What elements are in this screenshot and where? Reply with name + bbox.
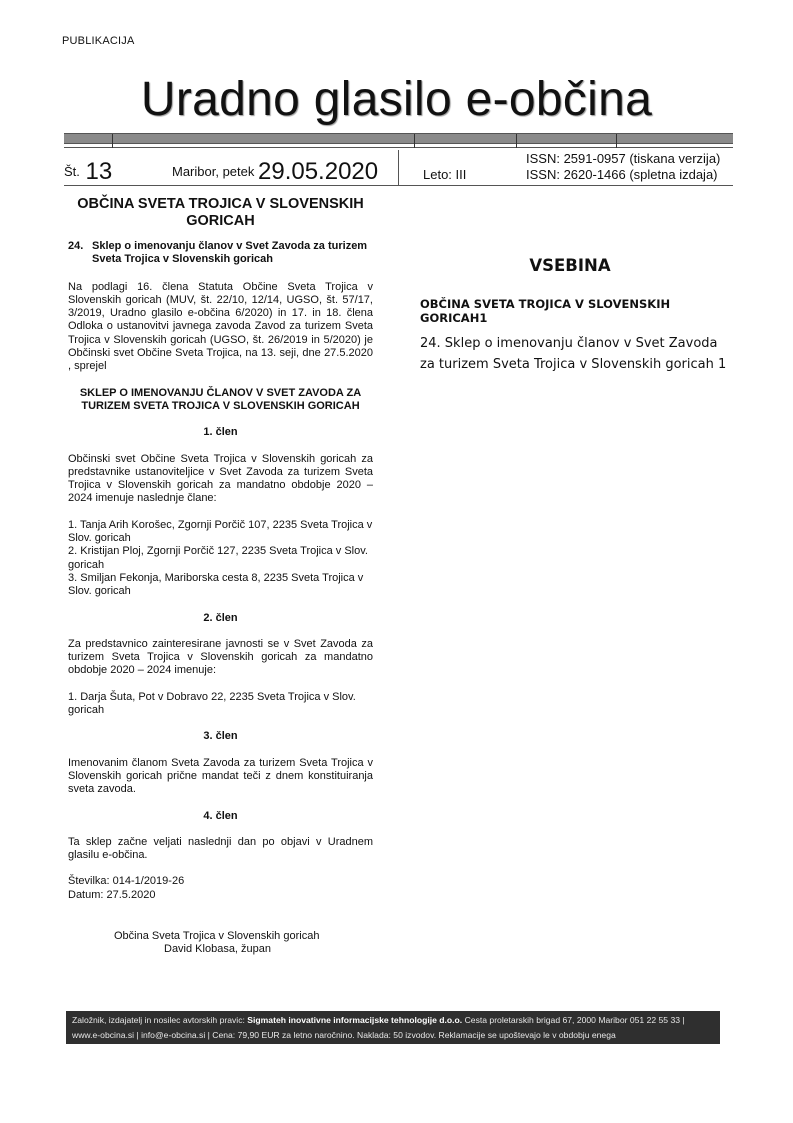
issue-date — [172, 158, 378, 186]
article-3-text: Imenovanim članom Sveta Zavoda za turizem Sveta Trojica v Slovenskih goricah prične mandat teči z dnem konstituiranja sveta zavoda. — [68, 756, 373, 796]
preamble: Na podlagi 16. člena Statuta Občine Sveta Trojica v Slovenskih goricah (MUV, št. 22/10, 12/14, UGSO, št. 57/17, 3/2019, Uradno glasilo e-občina 6/2020) in 17. in 18. člena Odloka o ustanovitvi javnega zavoda Zavod za turizem Sveta Trojica v Slovenskih goricah (UGSO, št. 26/2019 in 5/2020) je Občinski svet Občine Sveta Trojica, na 13. seji, dne 27.5.2020 , sprejel — [68, 280, 373, 373]
item-heading — [68, 240, 373, 267]
toc-municipality[interactable]: OBČINA SVETA TROJICA V SLOVENSKIH GORICAH1 — [420, 297, 671, 325]
member-1: 1. Tanja Arih Korošec, Zgornji Porčič 107, 2235 Sveta Trojica v Slov. goricah — [68, 518, 373, 545]
header-rule — [64, 185, 733, 186]
footer-prefix: Založnik, izdajatelj in nosilec avtorskih pravic: — [72, 1015, 245, 1025]
issue-number-value: 13 — [85, 158, 113, 185]
article-3-heading: 3. člen — [203, 730, 238, 743]
footer-details: Cesta proletarskih brigad 67, 2000 Maribor 051 22 55 33 | www.e-obcina.si | info@e-obcina.si | Cena: 79,90 EUR za letno naročnino. Naklada: 50 izvodov. Reklamacije se upoštevajo le v obdobju enega — [72, 1015, 685, 1040]
signature-name: David Klobasa, župan — [164, 943, 272, 956]
issue-prefix: Št. — [64, 164, 80, 179]
document-date: Datum: 27.5.2020 — [68, 888, 156, 901]
article-1-text: Občinski svet Občine Sveta Trojica v Slovenskih goricah za predstavnike ustanoviteljice v Svet Zavoda za turizem Sveta Trojica v Slovenskih goricah za mandatno obdobje 2020 – 2024 imenuje naslednje člane: — [68, 452, 373, 505]
left-column — [68, 196, 373, 957]
article-4-heading: 4. člen — [203, 809, 238, 822]
publication-label: PUBLIKACIJA — [62, 35, 135, 47]
volume-year: Leto: III — [423, 167, 467, 182]
article-2-text: Za predstavnico zainteresirane javnosti se v Svet Zavoda za turizem Sveta Trojica v Slovenskih goricah za mandatno obdobje 2020 – 2024 imenuje: — [68, 637, 373, 677]
issn-online: ISSN: 2620-1466 (spletna izdaja) — [526, 167, 718, 182]
date-value: 29.05.2020 — [258, 158, 379, 185]
signature-org: Občina Sveta Trojica v Slovenskih goricah — [114, 929, 320, 942]
publisher-footer — [66, 1011, 720, 1044]
masthead-title: Uradno glasilo e-občina — [140, 73, 653, 126]
item-title: Sklep o imenovanju članov v Svet Zavoda za turizem Sveta Trojica v Slovenskih goricah — [92, 240, 368, 266]
member-2: 2. Kristijan Ploj, Zgornji Porčič 127, 2235 Sveta Trojica v Slov. goricah — [68, 545, 368, 571]
resolution-title: SKLEP O IMENOVANJU ČLANOV V SVET ZAVODA ZA TURIZEM SVETA TROJICA V SLOVENSKIH GORICAH — [79, 386, 362, 412]
table-of-contents — [420, 256, 740, 375]
toc-item[interactable]: 24. Sklep o imenovanju članov v Svet Zavoda za turizem Sveta Trojica v Slovenskih goricah 1 — [420, 336, 727, 372]
document-number: Številka: 014-1/2019-26 — [68, 875, 185, 888]
footer-publisher: Sigmateh inovativne informacijske tehnologije d.o.o. — [247, 1015, 463, 1025]
issn-print: ISSN: 2591-0957 (tiskana verzija) — [526, 151, 721, 166]
article-2-heading: 2. člen — [203, 611, 238, 624]
place-day: Maribor, petek — [172, 164, 255, 179]
item-number: 24. — [68, 240, 84, 252]
toc-heading: VSEBINA — [529, 256, 611, 275]
article-2-member: 1. Darja Šuta, Pot v Dobravo 22, 2235 Sveta Trojica v Slov. goricah — [68, 690, 356, 717]
municipality-heading: OBČINA SVETA TROJICA V SLOVENSKIH GORICAH — [77, 196, 364, 229]
header-divider — [398, 150, 399, 186]
member-3: 3. Smiljan Fekonja, Mariborska cesta 8, 2235 Sveta Trojica v Slov. goricah — [68, 571, 364, 598]
article-4-text: Ta sklep začne veljati naslednji dan po objavi v Uradnem glasilu e-občina. — [68, 835, 373, 862]
masthead-rule-lower — [64, 143, 733, 148]
article-1-heading: 1. člen — [203, 426, 238, 439]
issue-number — [64, 158, 112, 186]
